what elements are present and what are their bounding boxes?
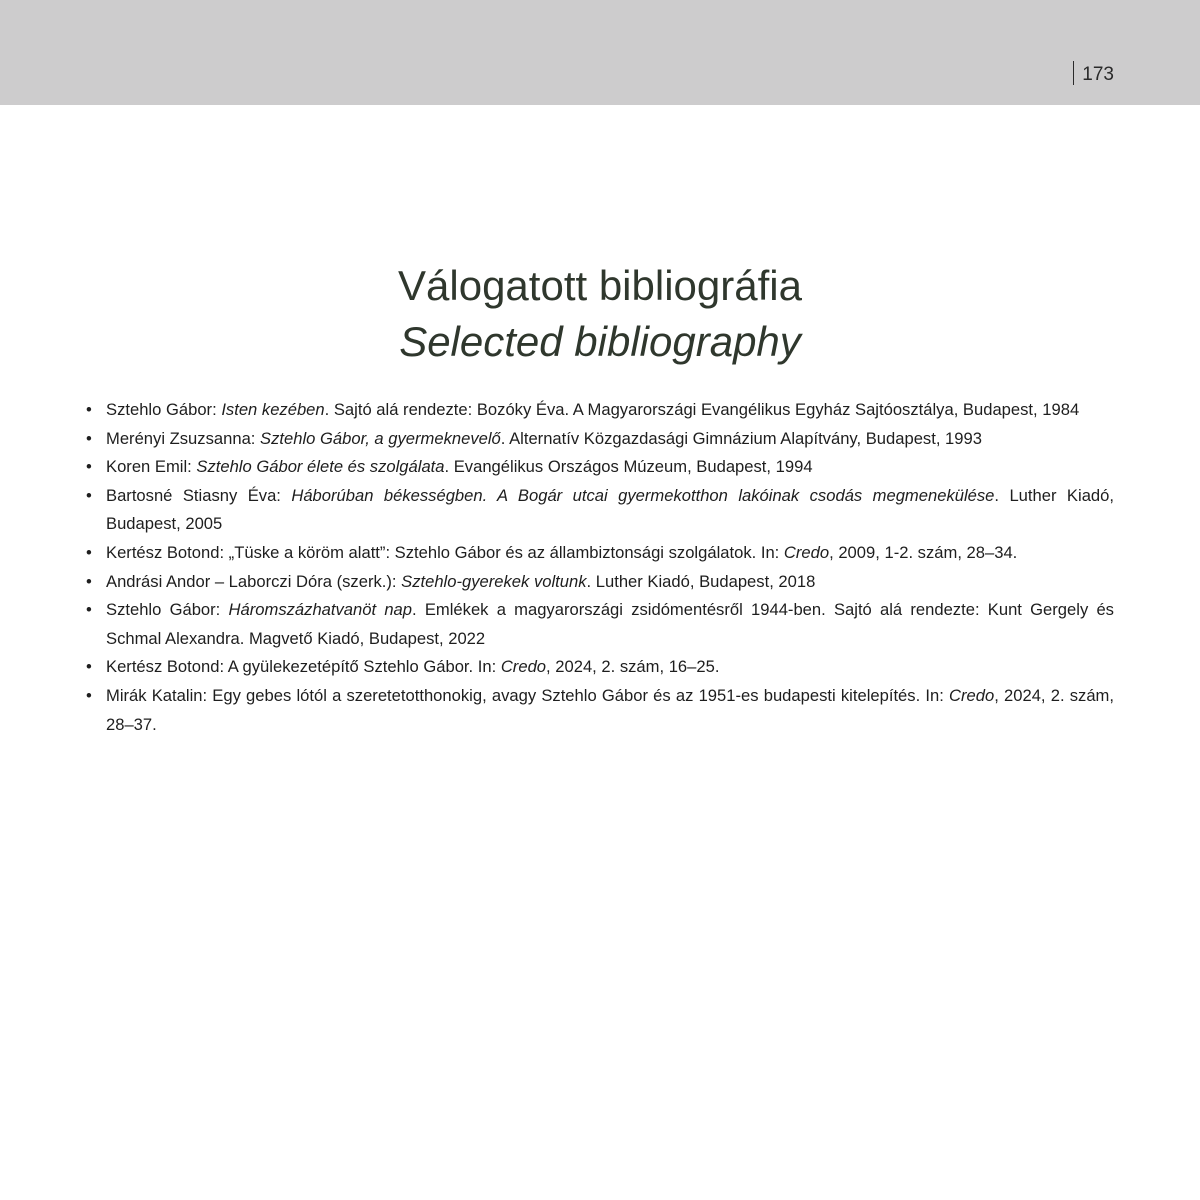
entry-title-italic: Sztehlo-gyerekek voltunk: [401, 571, 587, 591]
entry-title-italic: Credo: [500, 657, 547, 677]
bibliography-entry: [86, 568, 1114, 597]
title-hungarian: Válogatott bibliográfia: [398, 262, 802, 309]
entry-text: Mirák Katalin: Egy gebes lótól a szeretetotthonokig, avagy Sztehlo Gábor és az 1951-es budapesti kitelepítés. In:: [106, 685, 950, 705]
entry-text: . Emlékek a magyarországi zsidómentésről 1944-ben. Sajtó alá rendezte: Kunt Gergely és Schmal Alexandra. Magvető Kiadó, Budapest, 2022: [106, 600, 1114, 648]
entry-text: Andrási Andor – Laborczi Dóra (szerk.):: [106, 571, 402, 591]
entry-title-italic: Sztehlo Gábor élete és szolgálata: [196, 457, 445, 477]
entry-text: Kertész Botond: A gyülekezetépítő Sztehlo Gábor. In:: [106, 657, 501, 677]
entry-text: , 2024, 2. szám, 16–25.: [546, 657, 720, 677]
bibliography-entry: [86, 453, 1114, 482]
entry-text: Sztehlo Gábor:: [106, 400, 222, 419]
entry-text: Bartosné Stiasny Éva:: [106, 485, 292, 505]
page-number-divider: [1073, 61, 1074, 85]
header-band: [0, 0, 1200, 105]
entry-text: Sztehlo Gábor:: [106, 600, 229, 620]
bibliography-entry: [86, 425, 1114, 454]
page-number: [1073, 61, 1114, 86]
bibliography-entry: [86, 596, 1114, 653]
entry-title-italic: Háromszázhatvanöt nap: [228, 600, 413, 620]
page-number-text: 173: [1082, 64, 1114, 85]
entry-text: , 2009, 1-2. szám, 28–34.: [829, 542, 1018, 562]
entry-text: . Sajtó alá rendezte: Bozóky Éva. A Magyarországi Evangélikus Egyház Sajtóosztálya, Budapest, 1984: [324, 400, 1080, 419]
bibliography-entry: [86, 482, 1114, 539]
bibliography-entry: [86, 653, 1114, 682]
entry-title-italic: Credo: [783, 542, 830, 562]
entry-text: Merényi Zsuzsanna:: [106, 428, 261, 448]
entry-text: . Evangélikus Országos Múzeum, Budapest, 1994: [444, 457, 813, 477]
bibliography-entry: [86, 682, 1114, 739]
title-english: Selected bibliography: [399, 318, 801, 365]
entry-title-italic: Sztehlo Gábor, a gyermeknevelő: [260, 428, 501, 448]
entry-text: . Luther Kiadó, Budapest, 2018: [586, 571, 816, 591]
entry-title-italic: Isten kezében: [221, 400, 325, 419]
entry-text: , 2024, 2. szám, 28–37.: [106, 685, 1114, 734]
entry-text: Koren Emil:: [106, 457, 197, 477]
entry-text: Kertész Botond: „Tüske a köröm alatt”: Sztehlo Gábor és az állambiztonsági szolgálatok. In:: [106, 542, 784, 562]
bibliography-entry: [86, 539, 1114, 568]
entry-title-italic: Credo: [949, 685, 995, 705]
entry-text: . Alternatív Közgazdasági Gimnázium Alapítvány, Budapest, 1993: [500, 428, 982, 448]
entry-title-italic: Háborúban békességben. A Bogár utcai gyermekotthon lakóinak csodás megmenekülése: [291, 485, 995, 505]
bibliography-entry: [86, 396, 1114, 425]
entry-text: . Luther Kiadó, Budapest, 2005: [106, 485, 1114, 534]
bibliography-list: [86, 396, 1114, 739]
